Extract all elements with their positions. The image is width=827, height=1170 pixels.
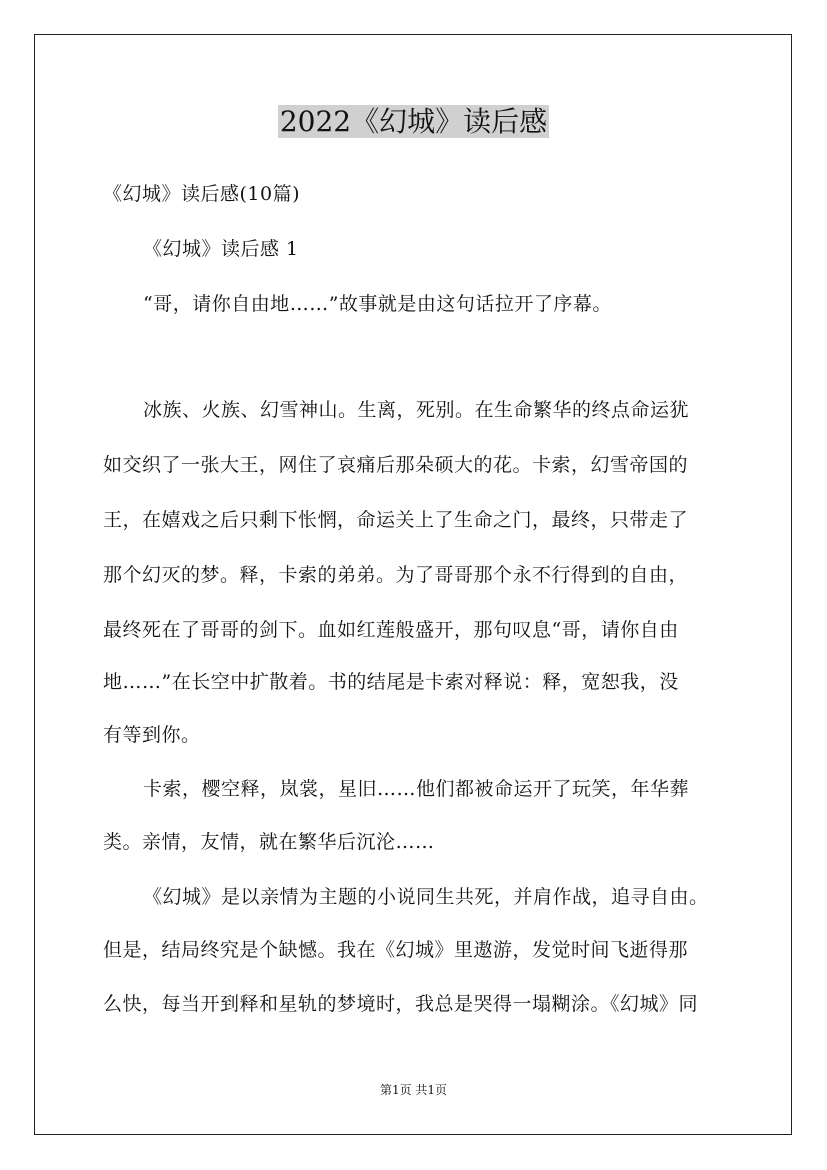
paragraph-line: 么快，每当开到释和星轨的梦境时，我总是哭得一塌糊涂。《幻城》同 <box>103 993 699 1015</box>
paragraph-line: 如交织了一张大王，网住了哀痛后那朵硕大的花。卡索，幻雪帝国的 <box>103 454 689 476</box>
document-title <box>0 100 827 144</box>
paragraph-line: 卡索，樱空释，岚裳，星旧……他们都被命运开了玩笑，年华葬 <box>143 778 690 800</box>
paragraph-line: 但是，结局终究是个缺憾。我在《幻城》里遨游，发觉时间飞逝得那 <box>103 939 689 961</box>
paragraph-line: 地……”在长空中扩散着。书的结尾是卡索对释说：释，宽恕我，没 <box>103 671 679 693</box>
document-subtitle: 《幻城》读后感(10篇) <box>103 183 301 205</box>
paragraph-line: 那个幻灭的梦。释，卡索的弟弟。为了哥哥那个永不行得到的自由， <box>103 564 689 586</box>
section-heading: 《幻城》读后感 1 <box>143 238 299 260</box>
paragraph-line: 王，在嬉戏之后只剩下怅惘，命运关上了生命之门，最终，只带走了 <box>103 509 689 531</box>
paragraph-line: 最终死在了哥哥的剑下。血如红莲般盛开，那句叹息“哥，请你自由 <box>103 619 679 641</box>
document-title-text: 2022《幻城》读后感 <box>279 105 548 138</box>
paragraph-line: 有等到你。 <box>103 724 201 746</box>
page-footer: 第1页 共1页 <box>379 1083 448 1097</box>
paragraph-line: 冰族、火族、幻雪神山。生离，死别。在生命繁华的终点命运犹 <box>143 399 690 421</box>
paragraph-line: 《幻城》是以亲情为主题的小说同生共死，并肩作战，追寻自由。 <box>143 886 709 908</box>
paragraph-line: “哥，请你自由地……”故事就是由这句话拉开了序幕。 <box>143 293 612 315</box>
paragraph-line: 类。亲情，友情，就在繁华后沉沦…… <box>103 831 435 853</box>
